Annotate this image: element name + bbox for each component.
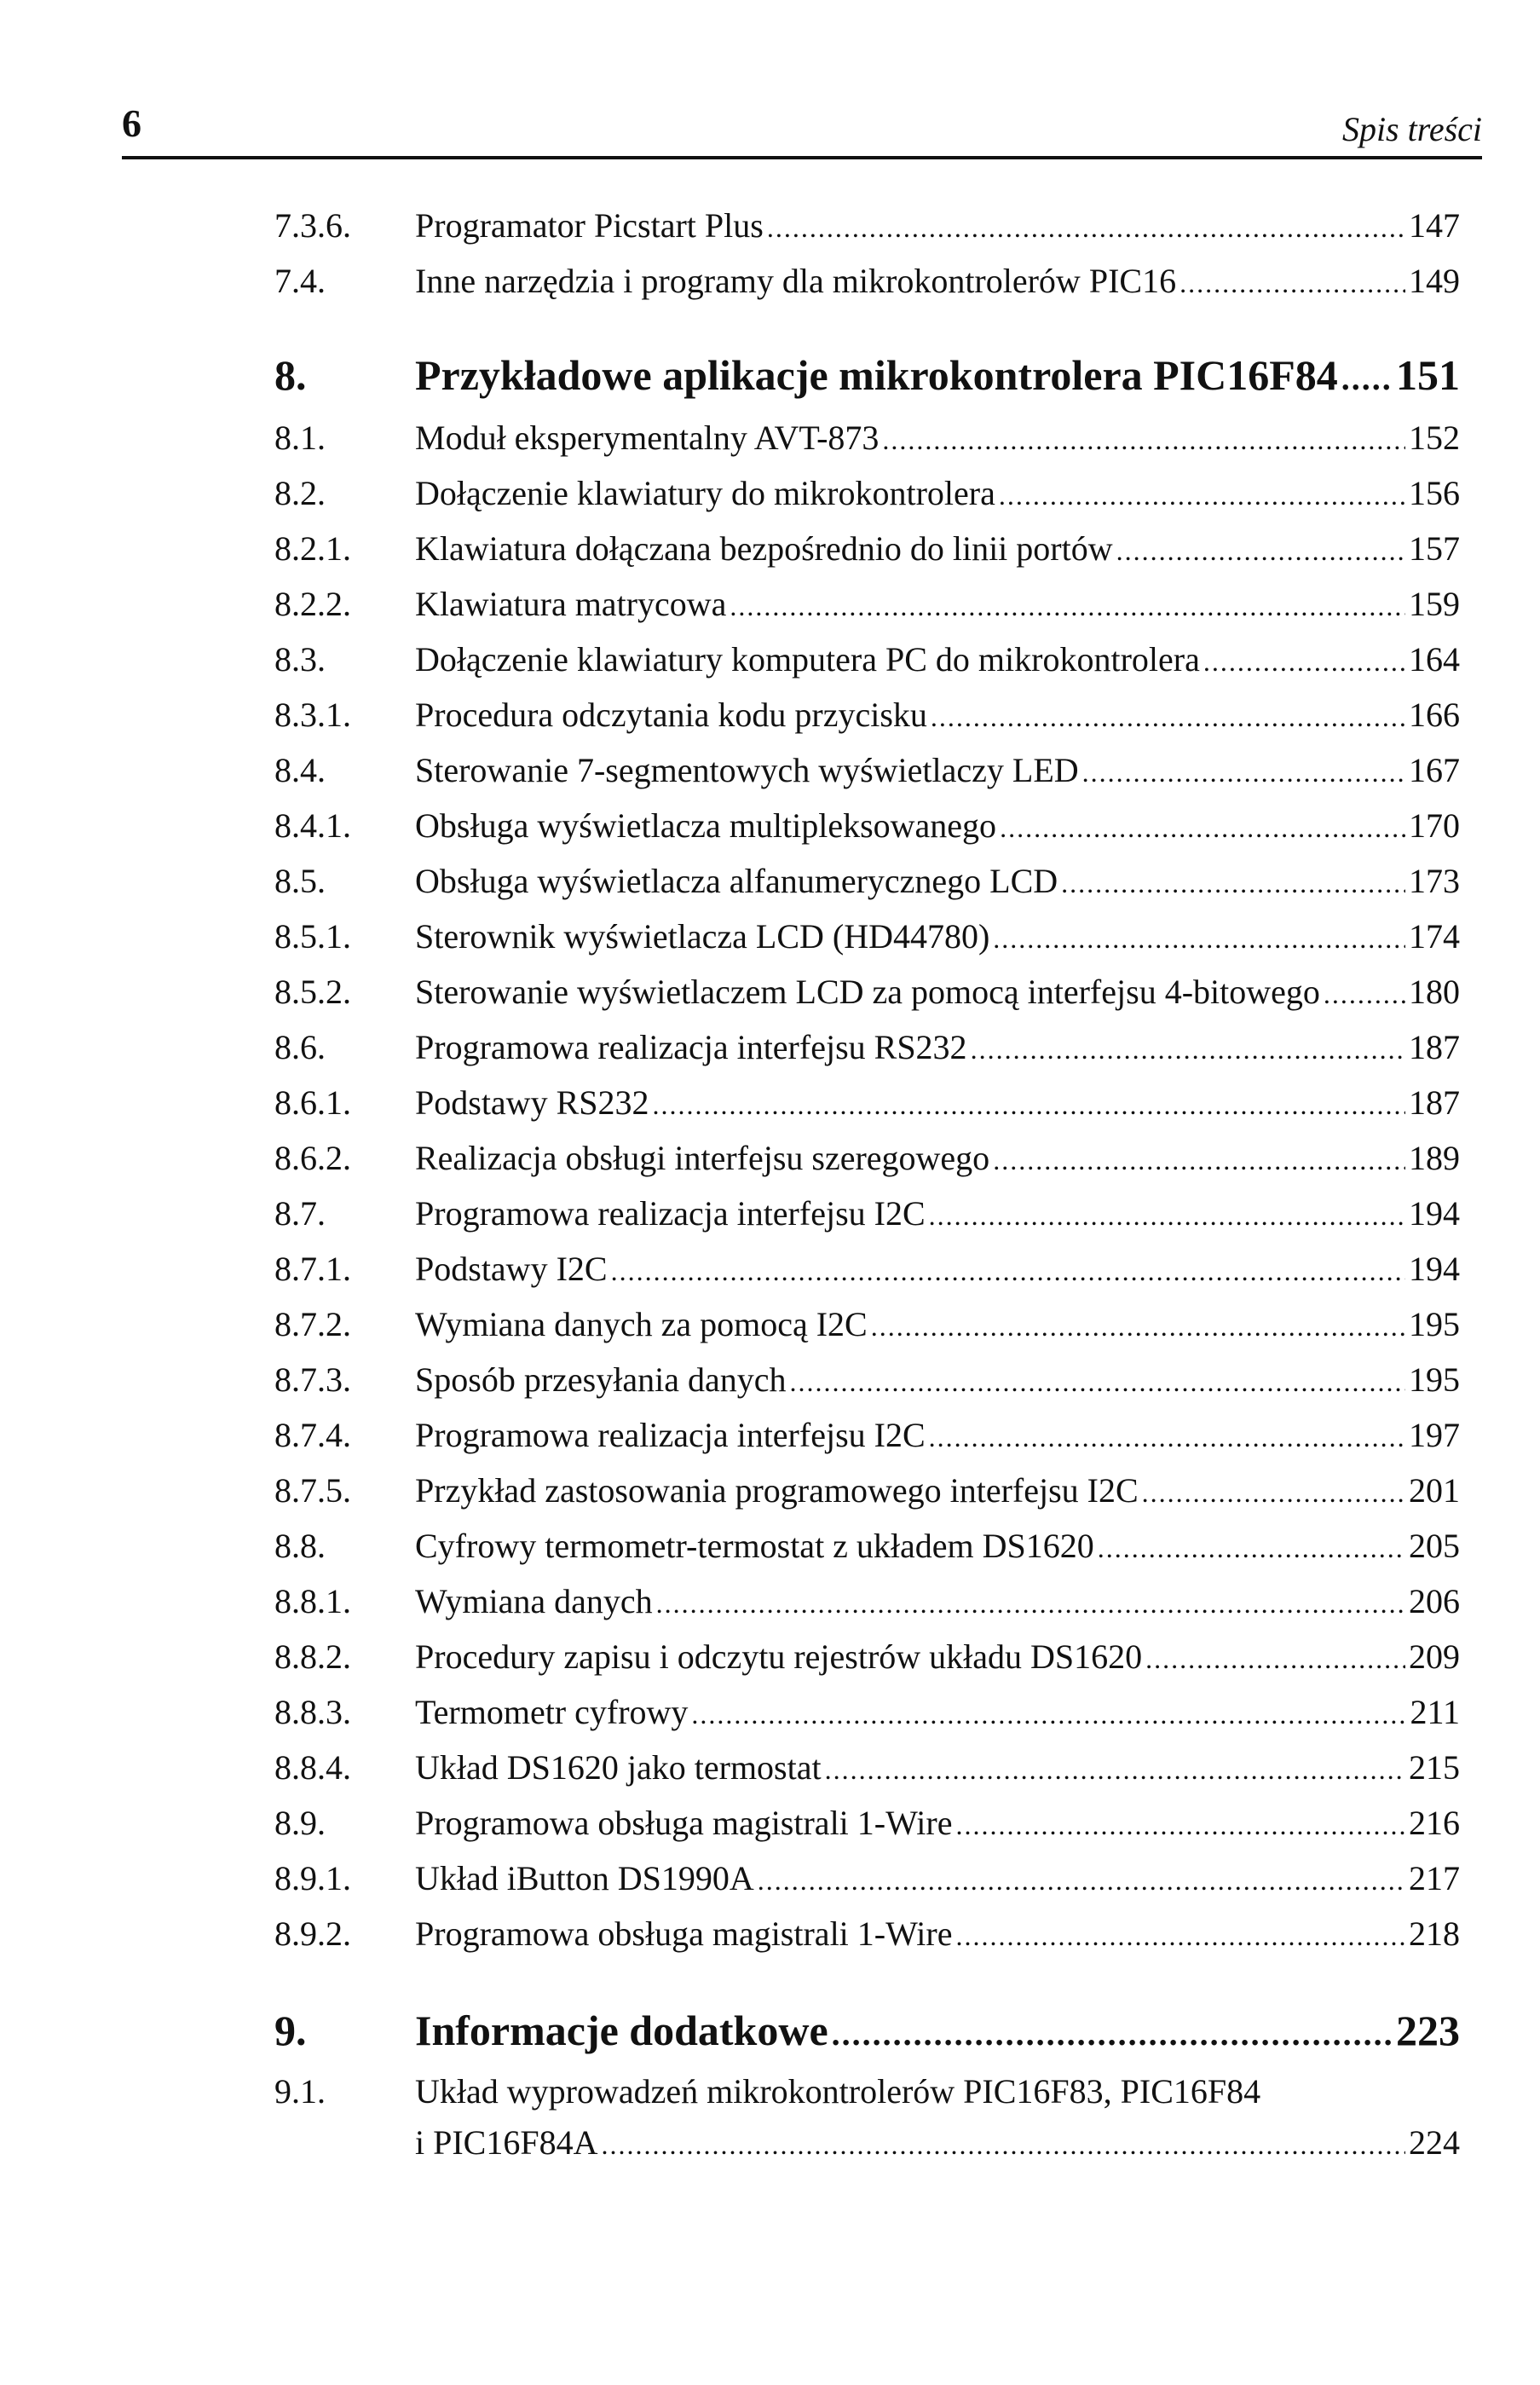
section-number: 8.6. [274, 1028, 326, 1066]
dot-leader [656, 1579, 1405, 1627]
dot-leader [825, 1746, 1405, 1793]
page-ref: 170 [1409, 806, 1460, 845]
dot-leader [767, 204, 1405, 251]
page-ref: 195 [1409, 1360, 1460, 1399]
page-ref: 151 [1396, 351, 1460, 399]
chapter-title: Informacje dodatkowe [415, 2007, 828, 2054]
dot-leader [1142, 1469, 1405, 1516]
toc-entry [0, 1412, 1540, 1459]
dot-leader [1145, 1635, 1405, 1683]
dot-leader [1098, 1524, 1405, 1572]
dot-leader [1082, 748, 1405, 796]
section-number: 7.4. [274, 262, 326, 300]
entry-title: Programowa realizacja interfejsu RS232 [415, 1028, 967, 1066]
entry-title: Programowa obsługa magistrali 1-Wire [415, 1804, 953, 1842]
toc-entry [0, 1689, 1540, 1736]
page-ref: 166 [1409, 696, 1460, 734]
chapter-number: 9. [274, 2007, 307, 2054]
section-number: 8.5.1. [274, 917, 351, 956]
section-number: 8.7.4. [274, 1416, 351, 1454]
toc-entry [0, 1799, 1540, 1847]
dot-leader [1116, 527, 1405, 575]
section-number: 8.4.1. [274, 806, 351, 845]
entry-title: Programowa realizacja interfejsu I2C [415, 1194, 926, 1233]
page-ref: 217 [1409, 1859, 1460, 1897]
toc-entry [0, 580, 1540, 628]
section-number: 8.5.2. [274, 973, 351, 1011]
entry-title: Klawiatura matrycowa [415, 585, 727, 623]
chapter-title: Przykładowe aplikacje mikrokontrolera PIC16F84 [415, 351, 1338, 399]
dot-leader [602, 2121, 1406, 2168]
toc-entry [0, 1910, 1540, 1958]
entry-title: Sterowanie 7-segmentowych wyświetlaczy LED [415, 751, 1079, 789]
section-number: 8.3. [274, 640, 326, 679]
page-ref: 149 [1409, 262, 1460, 300]
entry-title: Dołączenie klawiatury komputera PC do mikrokontrolera [415, 640, 1200, 679]
toc-entry [0, 636, 1540, 684]
entry-title: Układ wyprowadzeń mikrokontrolerów PIC16F83, PIC16F84 [415, 2072, 1261, 2111]
dot-leader [789, 1358, 1405, 1406]
page-number: 6 [122, 101, 141, 145]
dot-leader [1000, 804, 1405, 852]
toc-entry [0, 202, 1540, 250]
section-number: 8.8.1. [274, 1582, 351, 1620]
dot-leader [1324, 970, 1405, 1018]
entry-title: Dołączenie klawiatury do mikrokontrolera [415, 474, 995, 512]
toc-chapter [0, 348, 1540, 402]
dot-leader [1341, 351, 1393, 406]
toc-entry [0, 1024, 1540, 1071]
entry-title: Wymiana danych za pomocą I2C [415, 1305, 868, 1343]
entry-title: Procedura odczytania kodu przycisku [415, 696, 927, 734]
entry-title: Sposób przesyłania danych [415, 1360, 787, 1399]
toc-entry [0, 1190, 1540, 1238]
section-number: 8.8.2. [274, 1637, 351, 1676]
toc-entry [0, 1744, 1540, 1792]
toc-chapter [0, 2003, 1540, 2058]
toc-entry [0, 257, 1540, 305]
entry-title: Układ DS1620 jako termostat [415, 1748, 822, 1787]
dot-leader [871, 1302, 1405, 1350]
page-ref: 194 [1409, 1194, 1460, 1233]
toc-entry [0, 2068, 1540, 2116]
entry-title: Podstawy I2C [415, 1250, 608, 1288]
section-number: 8.2.2. [274, 585, 351, 623]
toc-entry [0, 1135, 1540, 1182]
entry-title: Sterowanie wyświetlaczem LCD za pomocą interfejsu 4-bitowego [415, 973, 1320, 1011]
page-ref: 164 [1409, 640, 1460, 679]
section-number: 8.8. [274, 1527, 326, 1565]
page-ref: 173 [1409, 862, 1460, 900]
section-number: 8.3.1. [274, 696, 351, 734]
dot-leader [882, 416, 1405, 464]
entry-title: Klawiatura dołączana bezpośrednio do linii portów [415, 529, 1113, 568]
page-ref: 152 [1409, 419, 1460, 457]
page-ref: 218 [1409, 1914, 1460, 1953]
toc-entry [0, 414, 1540, 462]
section-number: 8.8.4. [274, 1748, 351, 1787]
section-number: 8.9.2. [274, 1914, 351, 1953]
dot-leader [929, 1413, 1405, 1461]
toc-entry [0, 858, 1540, 905]
dot-leader [691, 1690, 1406, 1738]
section-number: 8.9.1. [274, 1859, 351, 1897]
page-ref: 209 [1409, 1637, 1460, 1676]
toc-entry-continuation [0, 2119, 1540, 2167]
chapter-number: 8. [274, 351, 307, 399]
dot-leader [955, 1801, 1405, 1849]
toc-entry [0, 1522, 1540, 1570]
toc-entry [0, 691, 1540, 739]
dot-leader [758, 1857, 1405, 1904]
page-ref: 224 [1409, 2123, 1460, 2162]
page-ref: 180 [1409, 973, 1460, 1011]
page-ref: 201 [1409, 1471, 1460, 1510]
dot-leader [929, 1192, 1405, 1239]
entry-title: Programator Picstart Plus [415, 206, 764, 245]
page-ref: 211 [1410, 1693, 1460, 1731]
page-ref: 147 [1409, 206, 1460, 245]
entry-title: Przykład zastosowania programowego interfejsu I2C [415, 1471, 1139, 1510]
section-number: 8.7.5. [274, 1471, 351, 1510]
section-number: 7.3.6. [274, 206, 351, 245]
section-number: 8.7.1. [274, 1250, 351, 1288]
entry-title: Sterownik wyświetlacza LCD (HD44780) [415, 917, 990, 956]
dot-leader [1061, 859, 1405, 907]
entry-title: Obsługa wyświetlacza alfanumerycznego LCD [415, 862, 1058, 900]
dot-leader [653, 1081, 1406, 1129]
entry-title: Procedury zapisu i odczytu rejestrów układu DS1620 [415, 1637, 1143, 1676]
entry-title: Obsługa wyświetlacza multipleksowanego [415, 806, 997, 845]
entry-title: Programowa realizacja interfejsu I2C [415, 1416, 926, 1454]
toc-entry [0, 913, 1540, 961]
page-ref: 189 [1409, 1139, 1460, 1177]
entry-title: Cyfrowy termometr-termostat z układem DS1620 [415, 1527, 1094, 1565]
entry-title: Podstawy RS232 [415, 1083, 649, 1122]
dot-leader [931, 693, 1405, 741]
toc-entry [0, 1079, 1540, 1127]
page-ref: 197 [1409, 1416, 1460, 1454]
page-ref: 216 [1409, 1804, 1460, 1842]
toc-entry [0, 1356, 1540, 1404]
section-number: 8.4. [274, 751, 326, 789]
dot-leader [955, 1912, 1405, 1960]
dot-leader [832, 2007, 1393, 2061]
section-number: 8.2. [274, 474, 326, 512]
section-number: 9.1. [274, 2072, 326, 2111]
section-number: 8.6.2. [274, 1139, 351, 1177]
section-number: 8.1. [274, 419, 326, 457]
page-ref: 187 [1409, 1083, 1460, 1122]
toc-entry [0, 802, 1540, 850]
entry-title: Programowa obsługa magistrali 1-Wire [415, 1914, 953, 1953]
dot-leader [993, 915, 1405, 962]
section-number: 8.5. [274, 862, 326, 900]
entry-title-continuation: i PIC16F84A [415, 2123, 598, 2162]
entry-title: Wymiana danych [415, 1582, 653, 1620]
entry-title: Układ iButton DS1990A [415, 1859, 754, 1897]
section-number: 8.6.1. [274, 1083, 351, 1122]
toc-entry [0, 1301, 1540, 1348]
running-head: Spis treści [1341, 110, 1482, 148]
dot-leader [993, 1136, 1405, 1184]
page-ref: 215 [1409, 1748, 1460, 1787]
section-number: 8.7. [274, 1194, 326, 1233]
entry-title: Realizacja obsługi interfejsu szeregowego [415, 1139, 990, 1177]
dot-leader [730, 582, 1405, 630]
toc-entry [0, 470, 1540, 517]
toc-entry [0, 525, 1540, 573]
section-number: 8.9. [274, 1804, 326, 1842]
section-number: 8.8.3. [274, 1693, 351, 1731]
toc-entry [0, 747, 1540, 794]
toc-entry [0, 968, 1540, 1016]
page-ref: 174 [1409, 917, 1460, 956]
toc-entry [0, 1855, 1540, 1903]
entry-title: Inne narzędzia i programy dla mikrokontrolerów PIC16 [415, 262, 1177, 300]
page-ref: 195 [1409, 1305, 1460, 1343]
page-ref: 194 [1409, 1250, 1460, 1288]
page-ref: 223 [1396, 2007, 1460, 2054]
toc-entry [0, 1467, 1540, 1515]
dot-leader [1203, 638, 1405, 685]
page-ref: 159 [1409, 585, 1460, 623]
dot-leader [611, 1247, 1405, 1295]
dot-leader [999, 471, 1405, 519]
dot-leader [1180, 259, 1405, 307]
toc-entry [0, 1633, 1540, 1681]
section-number: 8.7.2. [274, 1305, 351, 1343]
page-ref: 206 [1409, 1582, 1460, 1620]
section-number: 8.2.1. [274, 529, 351, 568]
entry-title: Termometr cyfrowy [415, 1693, 689, 1731]
page-ref: 167 [1409, 751, 1460, 789]
page-ref: 187 [1409, 1028, 1460, 1066]
toc-entry [0, 1245, 1540, 1293]
dot-leader [971, 1025, 1405, 1073]
page-ref: 205 [1409, 1527, 1460, 1565]
entry-title: Moduł eksperymentalny AVT-873 [415, 419, 880, 457]
section-number: 8.7.3. [274, 1360, 351, 1399]
toc-entry [0, 1578, 1540, 1626]
page-ref: 156 [1409, 474, 1460, 512]
page-ref: 157 [1409, 529, 1460, 568]
